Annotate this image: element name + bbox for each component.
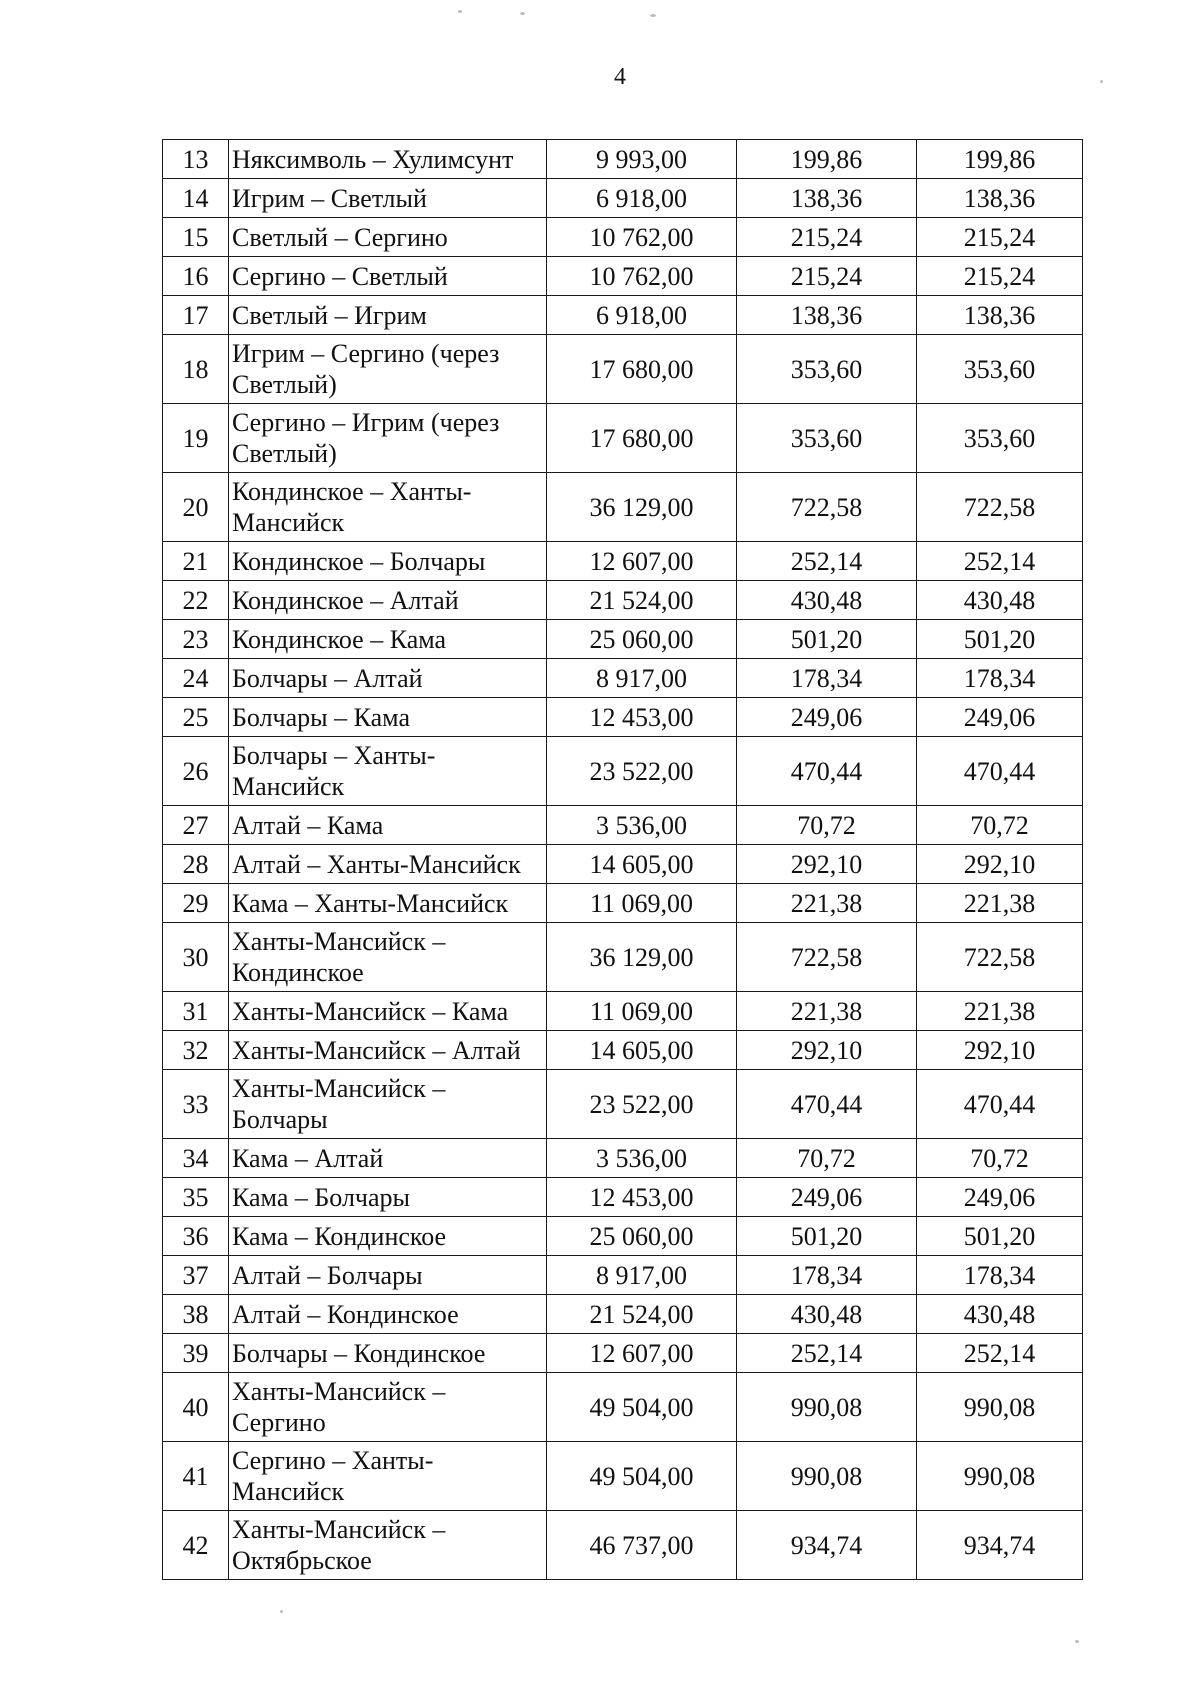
route-name: Кама – Кондинское — [229, 1217, 547, 1256]
table-row — [163, 542, 1083, 581]
row-number: 20 — [163, 473, 229, 542]
value-c: 722,58 — [917, 923, 1083, 992]
table-row — [163, 698, 1083, 737]
table-row — [163, 1334, 1083, 1373]
table-row — [163, 923, 1083, 992]
route-name: Кондинское – Болчары — [229, 542, 547, 581]
table-row — [163, 659, 1083, 698]
table-row — [163, 1217, 1083, 1256]
value-b: 722,58 — [737, 923, 917, 992]
value-b: 470,44 — [737, 737, 917, 806]
table-row — [163, 1295, 1083, 1334]
table-row — [163, 806, 1083, 845]
value-a: 9 993,00 — [547, 140, 737, 179]
row-number: 42 — [163, 1511, 229, 1580]
value-c: 70,72 — [917, 1139, 1083, 1178]
value-c: 990,08 — [917, 1442, 1083, 1511]
value-b: 353,60 — [737, 335, 917, 404]
value-c: 470,44 — [917, 737, 1083, 806]
table-row — [163, 884, 1083, 923]
table-row — [163, 1373, 1083, 1442]
value-c: 430,48 — [917, 581, 1083, 620]
value-a: 10 762,00 — [547, 218, 737, 257]
table-row — [163, 620, 1083, 659]
value-a: 11 069,00 — [547, 992, 737, 1031]
row-number: 17 — [163, 296, 229, 335]
table-row — [163, 845, 1083, 884]
row-number: 40 — [163, 1373, 229, 1442]
value-b: 722,58 — [737, 473, 917, 542]
table-row — [163, 1511, 1083, 1580]
row-number: 26 — [163, 737, 229, 806]
table-row — [163, 992, 1083, 1031]
route-name: Ханты-Мансийск – Октябрьское — [229, 1511, 547, 1580]
value-b: 501,20 — [737, 1217, 917, 1256]
route-name: Кондинское – Алтай — [229, 581, 547, 620]
value-a: 12 453,00 — [547, 1178, 737, 1217]
row-number: 28 — [163, 845, 229, 884]
route-name: Болчары – Алтай — [229, 659, 547, 698]
value-b: 199,86 — [737, 140, 917, 179]
route-name: Сергино – Игрим (через Светлый) — [229, 404, 547, 473]
table-row — [163, 179, 1083, 218]
value-c: 221,38 — [917, 992, 1083, 1031]
value-a: 12 607,00 — [547, 542, 737, 581]
value-c: 722,58 — [917, 473, 1083, 542]
scan-speck — [650, 14, 656, 17]
value-c: 292,10 — [917, 845, 1083, 884]
row-number: 24 — [163, 659, 229, 698]
value-c: 221,38 — [917, 884, 1083, 923]
scan-speck — [280, 1610, 283, 1613]
row-number: 22 — [163, 581, 229, 620]
value-c: 353,60 — [917, 404, 1083, 473]
route-name: Ханты-Мансийск – Болчары — [229, 1070, 547, 1139]
value-b: 470,44 — [737, 1070, 917, 1139]
value-a: 11 069,00 — [547, 884, 737, 923]
value-b: 70,72 — [737, 806, 917, 845]
value-a: 49 504,00 — [547, 1373, 737, 1442]
value-a: 10 762,00 — [547, 257, 737, 296]
scan-speck — [1100, 80, 1103, 83]
route-name: Алтай – Кондинское — [229, 1295, 547, 1334]
value-b: 138,36 — [737, 296, 917, 335]
table-row — [163, 581, 1083, 620]
table-row — [163, 140, 1083, 179]
value-b: 249,06 — [737, 698, 917, 737]
row-number: 32 — [163, 1031, 229, 1070]
value-b: 215,24 — [737, 218, 917, 257]
table-body — [163, 140, 1083, 1580]
value-a: 21 524,00 — [547, 581, 737, 620]
value-a: 8 917,00 — [547, 1256, 737, 1295]
row-number: 29 — [163, 884, 229, 923]
table-row — [163, 473, 1083, 542]
value-a: 12 607,00 — [547, 1334, 737, 1373]
value-a: 25 060,00 — [547, 620, 737, 659]
value-b: 252,14 — [737, 1334, 917, 1373]
value-b: 249,06 — [737, 1178, 917, 1217]
value-b: 70,72 — [737, 1139, 917, 1178]
value-a: 3 536,00 — [547, 806, 737, 845]
value-a: 49 504,00 — [547, 1442, 737, 1511]
scan-speck — [520, 12, 525, 15]
row-number: 37 — [163, 1256, 229, 1295]
route-name: Ханты-Мансийск – Алтай — [229, 1031, 547, 1070]
value-a: 6 918,00 — [547, 296, 737, 335]
row-number: 19 — [163, 404, 229, 473]
row-number: 27 — [163, 806, 229, 845]
value-a: 14 605,00 — [547, 845, 737, 884]
value-a: 3 536,00 — [547, 1139, 737, 1178]
value-a: 12 453,00 — [547, 698, 737, 737]
value-c: 292,10 — [917, 1031, 1083, 1070]
route-name: Няксимволь – Хулимсунт — [229, 140, 547, 179]
value-b: 430,48 — [737, 581, 917, 620]
value-c: 249,06 — [917, 1178, 1083, 1217]
value-c: 138,36 — [917, 179, 1083, 218]
value-a: 8 917,00 — [547, 659, 737, 698]
value-c: 199,86 — [917, 140, 1083, 179]
value-c: 249,06 — [917, 698, 1083, 737]
value-c: 215,24 — [917, 257, 1083, 296]
route-name: Ханты-Мансийск – Сергино — [229, 1373, 547, 1442]
route-name: Светлый – Сергино — [229, 218, 547, 257]
value-b: 215,24 — [737, 257, 917, 296]
row-number: 33 — [163, 1070, 229, 1139]
route-name: Ханты-Мансийск – Кама — [229, 992, 547, 1031]
table-row — [163, 1139, 1083, 1178]
route-name: Сергино – Ханты-Мансийск — [229, 1442, 547, 1511]
value-b: 934,74 — [737, 1511, 917, 1580]
value-c: 215,24 — [917, 218, 1083, 257]
value-c: 70,72 — [917, 806, 1083, 845]
row-number: 35 — [163, 1178, 229, 1217]
route-name: Игрим – Светлый — [229, 179, 547, 218]
page-number: 4 — [614, 64, 626, 90]
table-row — [163, 218, 1083, 257]
value-b: 178,34 — [737, 1256, 917, 1295]
value-c: 501,20 — [917, 620, 1083, 659]
value-b: 430,48 — [737, 1295, 917, 1334]
table-row — [163, 1070, 1083, 1139]
route-name: Кама – Алтай — [229, 1139, 547, 1178]
row-number: 34 — [163, 1139, 229, 1178]
value-b: 501,20 — [737, 620, 917, 659]
value-a: 6 918,00 — [547, 179, 737, 218]
value-b: 990,08 — [737, 1373, 917, 1442]
row-number: 13 — [163, 140, 229, 179]
route-name: Болчары – Кама — [229, 698, 547, 737]
table-row — [163, 257, 1083, 296]
tariff-table — [162, 139, 1083, 1580]
value-a: 36 129,00 — [547, 473, 737, 542]
route-name: Кама – Ханты-Мансийск — [229, 884, 547, 923]
route-name: Алтай – Ханты-Мансийск — [229, 845, 547, 884]
row-number: 15 — [163, 218, 229, 257]
value-c: 430,48 — [917, 1295, 1083, 1334]
value-b: 292,10 — [737, 1031, 917, 1070]
value-b: 221,38 — [737, 992, 917, 1031]
value-a: 21 524,00 — [547, 1295, 737, 1334]
row-number: 38 — [163, 1295, 229, 1334]
table-row — [163, 296, 1083, 335]
value-a: 17 680,00 — [547, 404, 737, 473]
route-name: Алтай – Болчары — [229, 1256, 547, 1295]
route-name: Болчары – Кондинское — [229, 1334, 547, 1373]
scan-speck — [1075, 1640, 1079, 1643]
row-number: 36 — [163, 1217, 229, 1256]
route-name: Алтай – Кама — [229, 806, 547, 845]
row-number: 39 — [163, 1334, 229, 1373]
route-name: Сергино – Светлый — [229, 257, 547, 296]
value-a: 36 129,00 — [547, 923, 737, 992]
route-name: Кондинское – Кама — [229, 620, 547, 659]
value-b: 990,08 — [737, 1442, 917, 1511]
value-c: 470,44 — [917, 1070, 1083, 1139]
row-number: 31 — [163, 992, 229, 1031]
value-b: 353,60 — [737, 404, 917, 473]
route-name: Игрим – Сергино (через Светлый) — [229, 335, 547, 404]
table-row — [163, 1256, 1083, 1295]
value-c: 501,20 — [917, 1217, 1083, 1256]
value-c: 934,74 — [917, 1511, 1083, 1580]
row-number: 41 — [163, 1442, 229, 1511]
row-number: 14 — [163, 179, 229, 218]
table-row — [163, 1031, 1083, 1070]
row-number: 18 — [163, 335, 229, 404]
value-a: 17 680,00 — [547, 335, 737, 404]
table-row — [163, 737, 1083, 806]
value-a: 25 060,00 — [547, 1217, 737, 1256]
table-row — [163, 404, 1083, 473]
route-name: Светлый – Игрим — [229, 296, 547, 335]
row-number: 25 — [163, 698, 229, 737]
row-number: 21 — [163, 542, 229, 581]
value-b: 138,36 — [737, 179, 917, 218]
value-c: 252,14 — [917, 542, 1083, 581]
value-b: 178,34 — [737, 659, 917, 698]
row-number: 30 — [163, 923, 229, 992]
route-name: Ханты-Мансийск – Кондинское — [229, 923, 547, 992]
value-a: 46 737,00 — [547, 1511, 737, 1580]
route-name: Болчары – Ханты-Мансийск — [229, 737, 547, 806]
value-b: 292,10 — [737, 845, 917, 884]
row-number: 16 — [163, 257, 229, 296]
route-name: Кондинское – Ханты-Мансийск — [229, 473, 547, 542]
table-row — [163, 1178, 1083, 1217]
value-b: 221,38 — [737, 884, 917, 923]
value-c: 178,34 — [917, 659, 1083, 698]
table-row — [163, 335, 1083, 404]
value-c: 990,08 — [917, 1373, 1083, 1442]
value-c: 178,34 — [917, 1256, 1083, 1295]
value-c: 138,36 — [917, 296, 1083, 335]
value-c: 252,14 — [917, 1334, 1083, 1373]
row-number: 23 — [163, 620, 229, 659]
value-b: 252,14 — [737, 542, 917, 581]
table-row — [163, 1442, 1083, 1511]
value-a: 14 605,00 — [547, 1031, 737, 1070]
scan-speck — [458, 10, 462, 13]
route-name: Кама – Болчары — [229, 1178, 547, 1217]
value-c: 353,60 — [917, 335, 1083, 404]
value-a: 23 522,00 — [547, 737, 737, 806]
value-a: 23 522,00 — [547, 1070, 737, 1139]
